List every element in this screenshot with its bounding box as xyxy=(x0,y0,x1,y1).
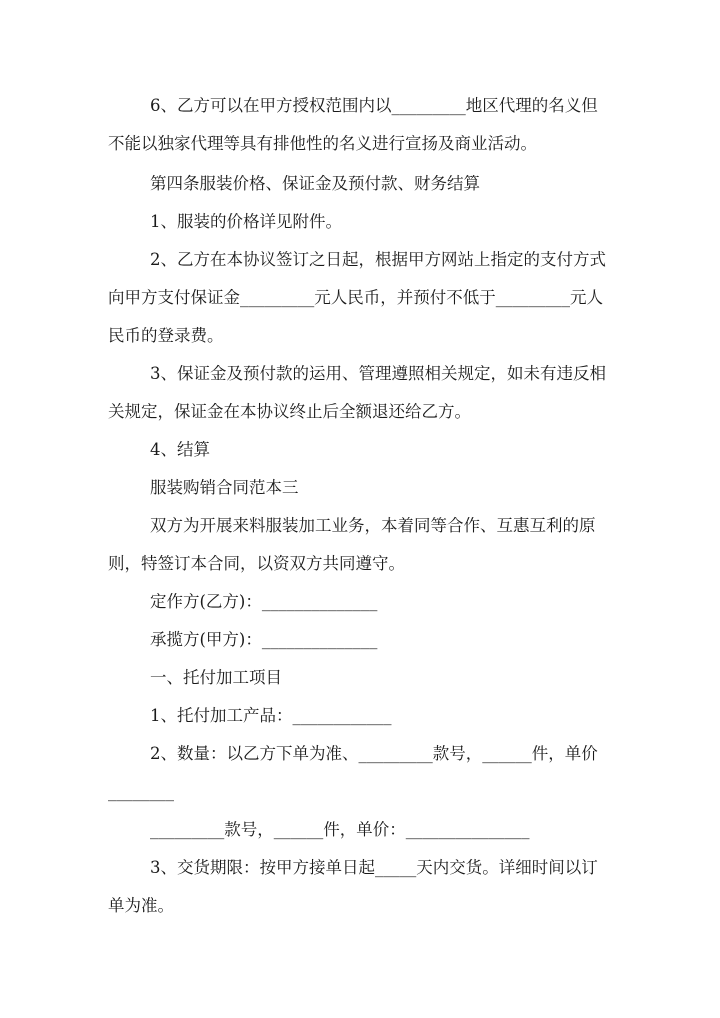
section-1-item-3-line-1: 3、交货期限：按甲方接单日起_____天内交货。详细时间以订 xyxy=(150,858,598,877)
preamble-line-2: 则，特签订本合同，以资双方共同遵守。 xyxy=(108,554,405,573)
section-1-heading: 一、托付加工项目 xyxy=(150,668,282,687)
article-4-item-1: 1、服装的价格详见附件。 xyxy=(150,212,342,231)
section-1-item-2-line-3: _________款号，______件，单价：_______________ xyxy=(150,820,530,839)
party-b-line: 定作方(乙方)：______________ xyxy=(150,592,378,611)
article-4-item-3-line-1: 3、保证金及预付款的运用、管理遵照相关规定，如未有违反相 xyxy=(150,364,606,383)
preamble-line-1: 双方为开展来料服装加工业务，本着同等合作、互惠互利的原 xyxy=(150,516,596,535)
clause-6-line-1: 6、乙方可以在甲方授权范围内以_________地区代理的名义但 xyxy=(150,96,598,115)
article-4-item-4: 4、结算 xyxy=(150,440,210,459)
article-4-item-3-line-2: 关规定，保证金在本协议终止后全额退还给乙方。 xyxy=(108,402,471,421)
article-4-item-2-line-3: 民币的登录费。 xyxy=(108,326,224,345)
section-1-item-2-line-2: ________ xyxy=(108,782,174,801)
clause-6-line-2: 不能以独家代理等具有排他性的名义进行宣扬及商业活动。 xyxy=(108,134,537,153)
article-4-item-2-line-2: 向甲方支付保证金_________元人民币，并预付不低于_________元人 xyxy=(108,288,603,307)
article-4-heading: 第四条服装价格、保证金及预付款、财务结算 xyxy=(150,174,480,193)
party-a-line: 承揽方(甲方)：______________ xyxy=(150,630,378,649)
section-1-item-3-line-2: 单为准。 xyxy=(108,896,174,915)
article-4-item-2-line-1: 2、乙方在本协议签订之日起，根据甲方网站上指定的支付方式 xyxy=(150,250,606,269)
section-1-item-1: 1、托付加工产品：____________ xyxy=(150,706,392,725)
contract-template-title: 服装购销合同范本三 xyxy=(150,478,299,497)
section-1-item-2-line-1: 2、数量：以乙方下单为准、_________款号，______件，单价 xyxy=(150,744,598,763)
